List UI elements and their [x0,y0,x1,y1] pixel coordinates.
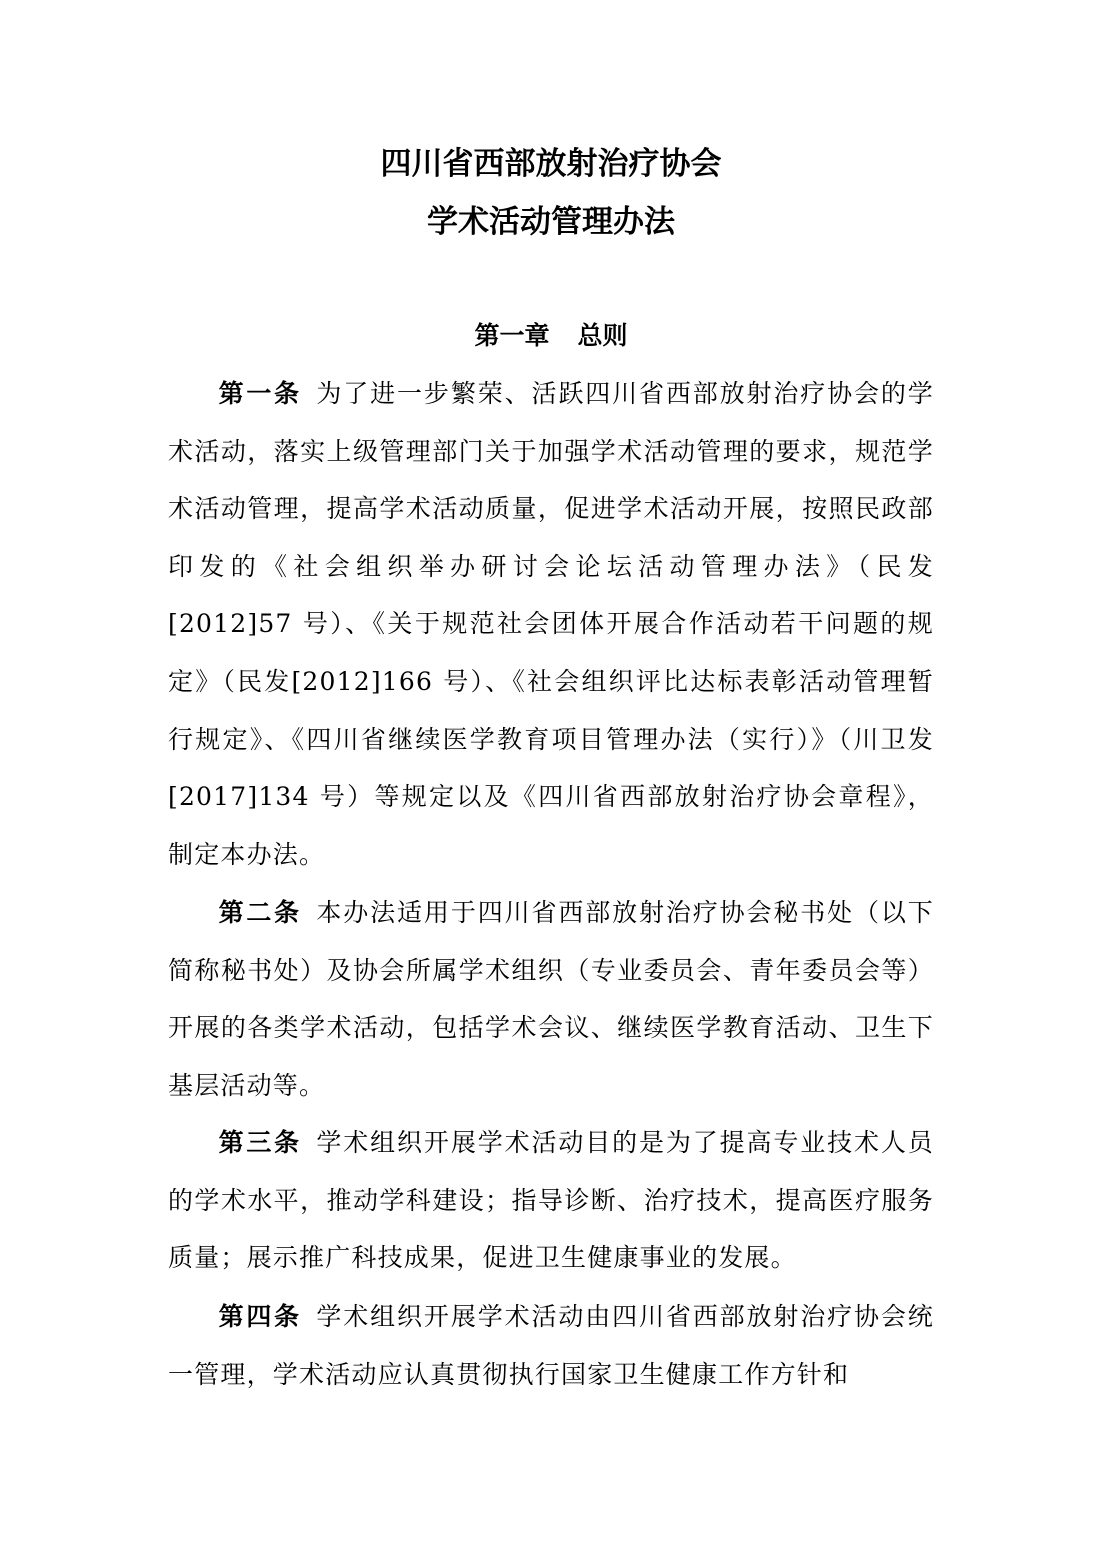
article-text: 学术组织开展学术活动由四川省西部放射治疗协会统一管理，学术活动应认真贯彻执行国家卫生健康工作方针和 [168,1302,934,1389]
article-label: 第一条 [218,379,302,408]
document-title-line-1: 四川省西部放射治疗协会 [380,146,722,182]
article-text: 为了进一步繁荣、活跃四川省西部放射治疗协会的学术活动，落实上级管理部门关于加强学术活动管理的要求，规范学术活动管理，提高学术活动质量，促进学术活动开展，按照民政部印发的《社会组织举办研讨会论坛活动管理办法》（民发[2012]57 号）、《关于规范社会团体开展合作活动若干问题的规定》（民发[2012]166 号）、《社会组织评比达标表彰活动管理暂行规定》、《四川省继续医学教育项目管理办法（实行）》（川卫发[2017]134 号）等规定以及《四川省西部放射治疗协会章程》，制定本办法。 [168,379,934,869]
document-title-line-2: 学术活动管理办法 [427,204,675,240]
article-label: 第四条 [218,1302,302,1331]
article-label: 第二条 [218,898,302,927]
chapter-number: 第一章 [474,321,550,350]
article-paragraph [168,365,934,883]
chapter-name: 总则 [577,321,628,350]
article-paragraph [168,1114,934,1287]
chapter-heading [0,316,1102,356]
article-paragraph [168,884,934,1114]
article-label: 第三条 [218,1128,302,1157]
article-paragraph [168,1288,934,1403]
article-text: 本办法适用于四川省西部放射治疗协会秘书处（以下简称秘书处）及协会所属学术组织（专业委员会、青年委员会等）开展的各类学术活动，包括学术会议、继续医学教育活动、卫生下基层活动等。 [168,898,934,1100]
article-text: 学术组织开展学术活动目的是为了提高专业技术人员的学术水平，推动学科建设；指导诊断、治疗技术，提高医疗服务质量；展示推广科技成果，促进卫生健康事业的发展。 [168,1128,934,1273]
